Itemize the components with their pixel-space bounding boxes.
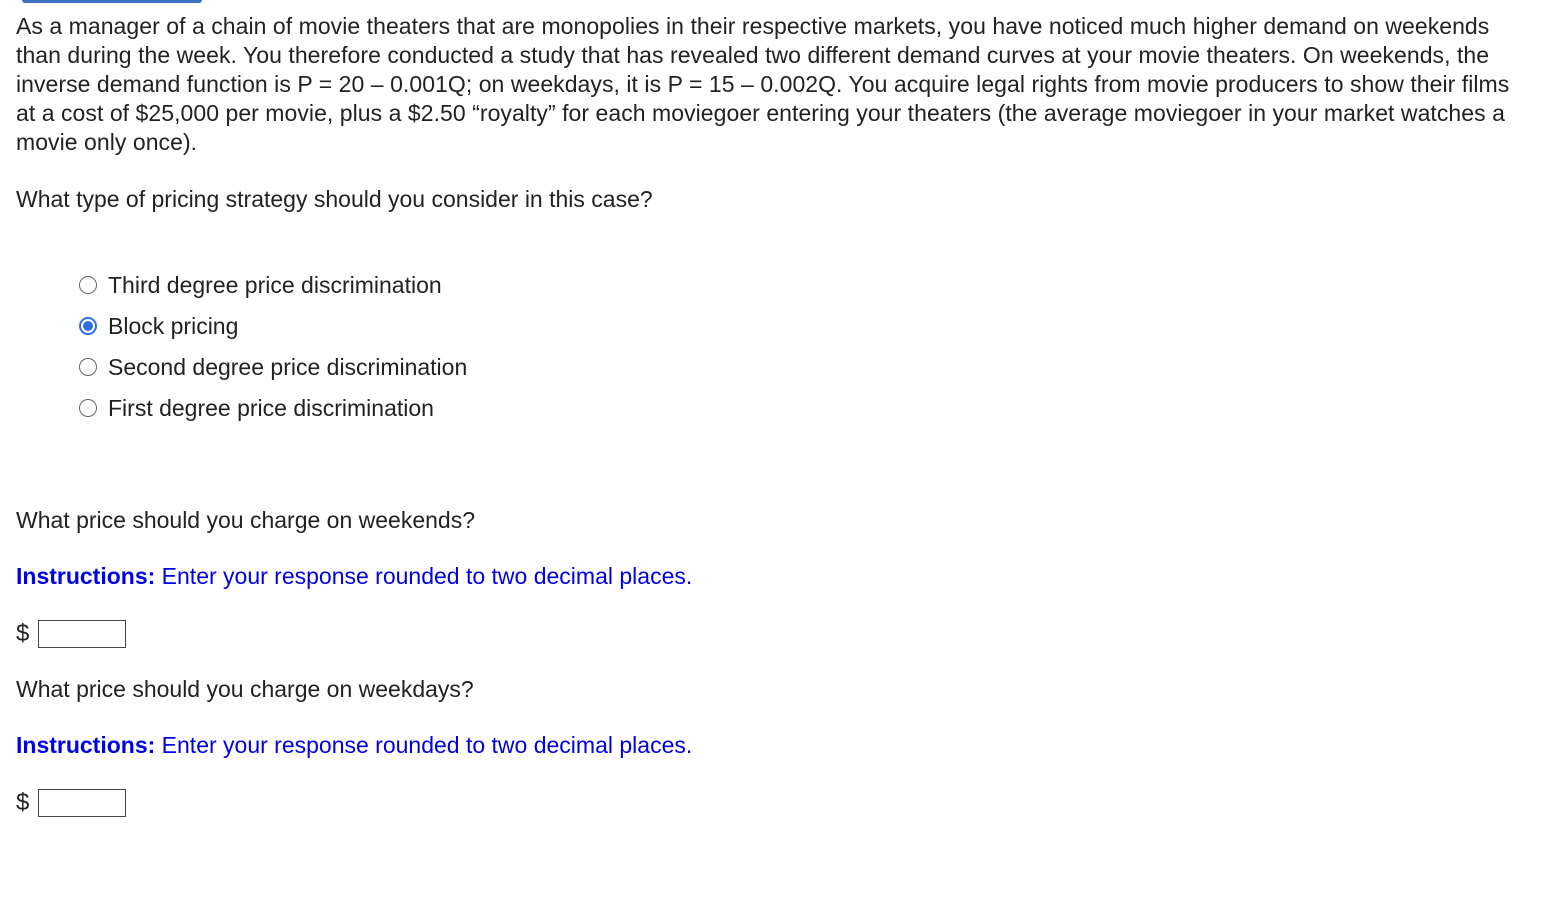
question-content <box>16 12 1526 818</box>
option-label: First degree price discrimination <box>108 394 434 421</box>
option-third-degree[interactable] <box>79 264 1526 305</box>
radio-button[interactable] <box>79 358 97 376</box>
instructions-text: Enter your response rounded to two decimal places. <box>161 732 693 758</box>
weekend-answer-row <box>16 619 1526 649</box>
question-body: As a manager of a chain of movie theaters that are monopolies in their respective markets, you have noticed much higher demand on weekends than during the week. You therefore conducted a study that has revealed two different demand curves at your movie theaters. On weekends, the inverse demand function is P = 20 – 0.001Q; on weekdays, it is P = 15 – 0.002Q. You acquire legal rights from movie producers to show their films at a cost of $25,000 per movie, plus a $2.50 “royalty” for each moviegoer entering your theaters (the average moviegoer in your market watches a movie only once). <box>16 13 1510 155</box>
weekend-price-input[interactable] <box>38 620 126 648</box>
weekday-instructions <box>16 731 1526 760</box>
top-tab-indicator <box>22 0 202 3</box>
option-label: Second degree price discrimination <box>108 353 468 380</box>
dollar-sign: $ <box>16 789 30 816</box>
option-label: Third degree price discrimination <box>108 271 442 298</box>
radio-button[interactable] <box>79 317 97 335</box>
weekday-price-prompt: What price should you charge on weekdays? <box>16 676 474 702</box>
option-first-degree[interactable] <box>79 387 1526 428</box>
pricing-strategy-prompt: What type of pricing strategy should you consider in this case? <box>16 186 653 212</box>
instructions-label: Instructions: <box>16 732 156 758</box>
weekday-price-input[interactable] <box>38 789 126 817</box>
weekday-answer-row <box>16 788 1526 818</box>
instructions-text: Enter your response rounded to two decimal places. <box>161 563 693 589</box>
dollar-sign: $ <box>16 620 30 647</box>
option-block-pricing[interactable] <box>79 305 1526 346</box>
radio-button[interactable] <box>79 276 97 294</box>
radio-button[interactable] <box>79 399 97 417</box>
weekend-price-prompt: What price should you charge on weekends? <box>16 507 476 533</box>
pricing-strategy-options <box>79 264 1526 428</box>
option-second-degree[interactable] <box>79 346 1526 387</box>
instructions-label: Instructions: <box>16 563 156 589</box>
option-label: Block pricing <box>108 312 239 339</box>
weekend-instructions <box>16 562 1526 591</box>
